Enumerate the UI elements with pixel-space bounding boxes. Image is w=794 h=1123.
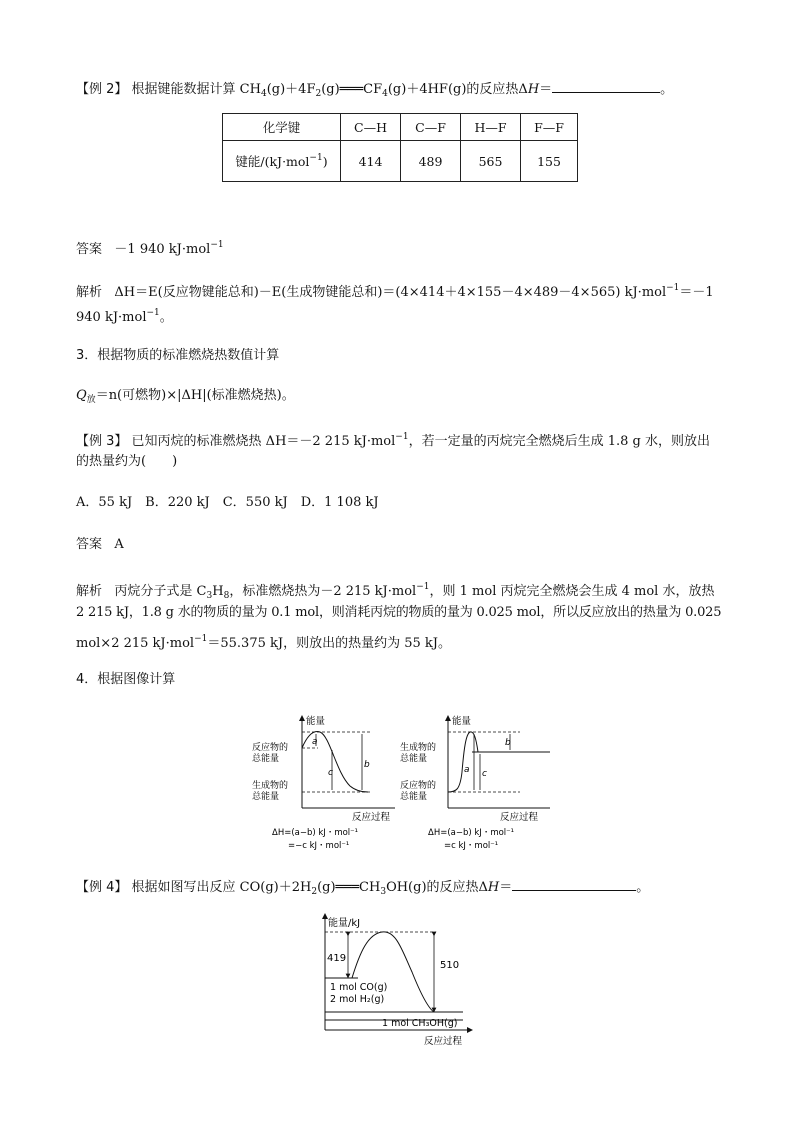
- left-product-label: 总能量: [252, 792, 280, 802]
- section3-formula: $Q_放=n$(可燃物)×|ΔH|(标准燃烧热)。: [76, 388, 295, 405]
- example3-analysis-line3: mol×2 215 kJ·mol$^{-1}$＝55.375 kJ，则放出的热量约为 55 kJ。: [76, 634, 451, 651]
- section3-title: 3．根据物质的标准燃烧热数值计算: [76, 348, 280, 363]
- fig2-value-419: 419: [327, 953, 347, 964]
- example2-question: 【例 2】 根据键能数据计算 $CH_4(g)+4F_2(g)═══CF_4(g)+4HF(g)$的反应热ΔH＝ 。: [76, 79, 673, 103]
- table-cell: 565: [461, 141, 521, 182]
- example2-analysis-line2: 940 kJ·mol$^{-1}$。: [76, 308, 173, 325]
- answer-blank[interactable]: [552, 79, 660, 93]
- table-header: H—F: [461, 114, 521, 141]
- methanol-energy-diagram: [318, 912, 478, 1048]
- answer-blank[interactable]: [512, 877, 636, 891]
- example2-analysis-line1: 解析 ΔH＝E(反应物键能总和)－E(生成物键能总和)＝(4×414＋4×155－4×489－4×565) kJ·mol$^{-1}$＝－1: [76, 283, 714, 300]
- bond-energy-table: [222, 113, 578, 182]
- example3-analysis-line2: 2 215 kJ，1.8 g 水的物质的量为 0.1 mol，则消耗丙烷的物质的量为 0.025 mol，所以反应放出的热量为 0.025: [76, 605, 722, 620]
- example3-answer: 答案 A: [76, 537, 124, 552]
- left-reactant-label: 反应物的: [252, 743, 289, 753]
- left-product-label: 生成物的: [252, 781, 289, 791]
- exothermic-diagram: [252, 715, 395, 851]
- right-a-label: a: [464, 765, 470, 775]
- table-cell: 155: [521, 141, 578, 182]
- example3-options: A．55 kJ B．220 kJ C．550 kJ D．1 108 kJ: [76, 495, 379, 510]
- right-c-label: c: [482, 769, 487, 779]
- right-b-label: b: [505, 738, 511, 748]
- example3-question-line1: 【例 3】 已知丙烷的标准燃烧热 ΔH＝－2 215 kJ·mol$^{-1}$，若一定量的丙烷完全燃烧后生成 1.8 g 水，则放出: [76, 432, 710, 449]
- left-b-label: b: [364, 760, 370, 770]
- table-cell: 414: [341, 141, 401, 182]
- right-y-label: 能量: [452, 716, 472, 727]
- right-product-label: 总能量: [400, 754, 428, 764]
- example3-question-line2: 的热量约为( ): [76, 454, 178, 469]
- right-formula: =c kJ・mol⁻¹: [444, 841, 499, 851]
- example4-question: 【例 4】 根据如图写出反应 $CO(g)+2H_2(g)═══CH_3OH(g)$的反应热ΔH＝ 。: [76, 877, 649, 901]
- table-cell: 489: [401, 141, 461, 182]
- table-header: C—F: [401, 114, 461, 141]
- right-formula: ΔH=(a−b) kJ・mol⁻¹: [428, 828, 515, 838]
- example2-tag: 【例 2】: [76, 82, 128, 97]
- fig2-product-label: 1 mol CH₃OH(g): [382, 1018, 458, 1029]
- right-reactant-label: 反应物的: [400, 781, 437, 791]
- fig2-x-label: 反应过程: [424, 1036, 463, 1047]
- left-formula: ΔH=(a−b) kJ・mol⁻¹: [272, 828, 359, 838]
- right-reactant-label: 总能量: [400, 792, 428, 802]
- left-a-label: a: [312, 737, 318, 747]
- right-product-label: 生成物的: [400, 743, 437, 753]
- left-y-label: 能量: [306, 716, 326, 727]
- table-row-label: 键能/(kJ·mol$^{-1}$): [223, 141, 341, 182]
- table-header: 化学键: [223, 114, 341, 141]
- section4-title: 4．根据图像计算: [76, 672, 176, 687]
- fig2-value-510: 510: [440, 960, 460, 971]
- fig2-reactant-label: 1 mol CO(g): [330, 982, 388, 993]
- fig2-y-label: 能量/kJ: [328, 918, 361, 929]
- energy-diagrams-figure: [250, 712, 560, 860]
- fig2-reactant-label: 2 mol H₂(g): [330, 994, 385, 1005]
- left-reactant-label: 总能量: [252, 754, 280, 764]
- table-header: F—F: [521, 114, 578, 141]
- endothermic-diagram: [400, 715, 550, 851]
- left-formula: =−c kJ・mol⁻¹: [288, 841, 350, 851]
- example2-answer: 答案 －1 940 kJ·mol$^{-1}$: [76, 240, 224, 257]
- example3-analysis-line1: 解析 丙烷分子式是 $C_3H_8$，标准燃烧热为－2 215 kJ·mol$^{-1}$，则 1 mol 丙烷完全燃烧会生成 4 mol 水，放热: [76, 582, 715, 601]
- table-header: C—H: [341, 114, 401, 141]
- right-x-label: 反应过程: [500, 812, 539, 823]
- left-x-label: 反应过程: [352, 812, 391, 823]
- left-c-label: c: [328, 768, 333, 778]
